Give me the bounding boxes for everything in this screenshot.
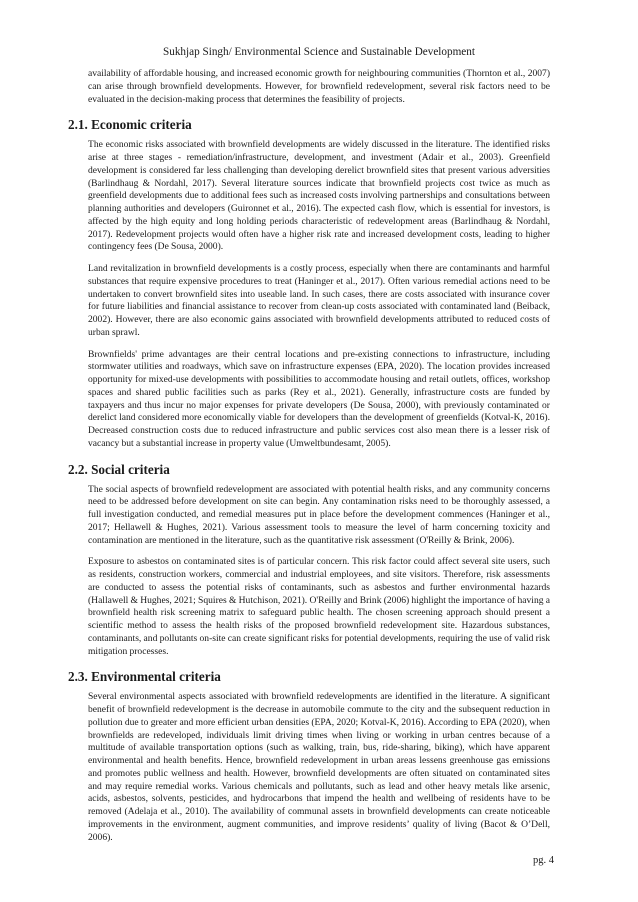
economic-paragraph-1: The economic risks associated with brownfield developments are widely discussed in the literature. The identified risks arise at three stages - remediation/infrastructure, development, and investment (Adair et al., 2003). Greenfield development is considered far less challenging than developing derelict brownfield sites that present various adversities (Barlindhaug & Nordahl, 2017). Several literature sources indicate that brownfield projects cost twice as much as greenfield developments due to additional fees such as increased costs involving partnerships and consultations between planning authorities and developers (Guironnet et al., 2016). The expected cash flow, which is essential for investors, is affected by the high equity and long holding periods characteristic of redevelopment areas (Barlindhaug & Nordahl, 2017). Redevelopment projects would often have a higher risk rate and increased development costs, leading to higher contingency fees (De Sousa, 2000).	[88, 139, 550, 253]
social-paragraph-1: The social aspects of brownfield redevelopment are associated with potential health risks, and any community concerns need to be addressed before development on site can begin. Any contamination risks need to be thoroughly assessed, a full investigation conducted, and remedial measures put in place before the development commences (Haninger et al., 2017; Hellawell & Hughes, 2021). Various assessment tools to measure the level of harm concerning toxicity and contamination are mentioned in the literature, such as the quantitative risk assessment (O'Reilly & Brink, 2006).	[88, 483, 550, 546]
page-number: pg. 4	[533, 855, 554, 866]
intro-paragraph: availability of affordable housing, and increased economic growth for neighbouring communities (Thornton et al., 2007) can arise through brownfield developments. However, for brownfield redevelopment, several risk factors need to be evaluated in the decision-making process that determines the feasibility of projects.	[88, 68, 550, 105]
economic-paragraph-2: Land revitalization in brownfield developments is a costly process, especially when there are contaminants and harmful substances that require expensive procedures to treat (Haninger et al., 2017). Often various remedial actions need to be undertaken to convert brownfield sites into useable land. In such cases, there are costs associated with insurance cover for future liabilities and financial assistance to recover from clean-up costs associated with contaminated land (Beiback, 2002). However, there are also economic gains associated with brownfield developments attributed to reduced costs of urban sprawl.	[88, 263, 550, 338]
economic-paragraph-3: Brownfields' prime advantages are their central locations and pre-existing connections to infrastructure, including stormwater utilities and roadways, which save on infrastructure expenses (EPA, 2020). The location provides increased opportunity for mixed-use developments with possibilities to accommodate housing and retail outlets, offices, workshop spaces and shared public facilities such as parks (Rey et al., 2021). Generally, infrastructure costs are funded by taxpayers and thus incur no major expenses for private developers (De Sousa, 2000), with previously contaminated or derelict land considered more economically viable for developers than the development of greenfields (Kotval-K, 2016). Decreased construction costs due to reduced infrastructure and public services cost also mean there is a lesser risk of vacancy but a substantial increase in property value (Umweltbundesamt, 2005).	[88, 348, 550, 449]
social-paragraph-2: Exposure to asbestos on contaminated sites is of particular concern. This risk factor could affect several site users, such as residents, construction workers, commercial and industrial employees, and site visitors. Therefore, risk assessments are conducted to assess the potential risks of contaminants, such as asbestos and further environmental hazards (Hallawell & Hughes, 2021; Squires & Hutchison, 2021). O'Reilly and Brink (2006) highlight the importance of having a brownfield health risk screening matrix to safeguard public health. The chosen screening approach should present a scientific method to assess the health risks of the proposed brownfield redevelopment site. Hazardous substances, contaminants, and pollutants on-site can create significant risks for potential developments, requiring the use of valid risk mitigation processes.	[88, 556, 550, 657]
section-heading-environmental: 2.3. Environmental criteria	[68, 669, 221, 685]
page-body	[68, 68, 550, 853]
environmental-paragraph-1: Several environmental aspects associated with brownfield redevelopments are identified in the literature. A significant benefit of brownfield redevelopment is the decrease in automobile commute to the city and the subsequent reduction in pollution due to greater and more efficient urban densities (EPA, 2020; Kotval-K, 2016). According to EPA (2020), when brownfields are redeveloped, individuals limit driving times when living or working in urban centres because of a multitude of available transportation options (such as walking, train, bus, ride-sharing, biking), which have apparent environmental and health benefits. Hence, brownfield redevelopment in urban areas lessens greenhouse gas emissions and promotes public wellness and health. However, brownfield developments are often situated on contaminated sites and may require remedial works. Various chemicals and pollutants, such as lead and other heavy metals like arsenic, acids, asbestos, solvents, pesticides, and hydrocarbons that impend the health and wellbeing of residents have to be removed (Adelaja et al., 2010). The availability of communal assets in brownfield developments can create noticeable improvements in the environment, augment communities, and improve residents’ quality of living (Bacot & O’Dell, 2006).	[88, 691, 550, 843]
section-heading-economic: 2.1. Economic criteria	[68, 117, 192, 133]
running-header: Sukhjap Singh/ Environmental Science and Sustainable Development	[163, 46, 475, 58]
section-heading-social: 2.2. Social criteria	[68, 461, 170, 477]
